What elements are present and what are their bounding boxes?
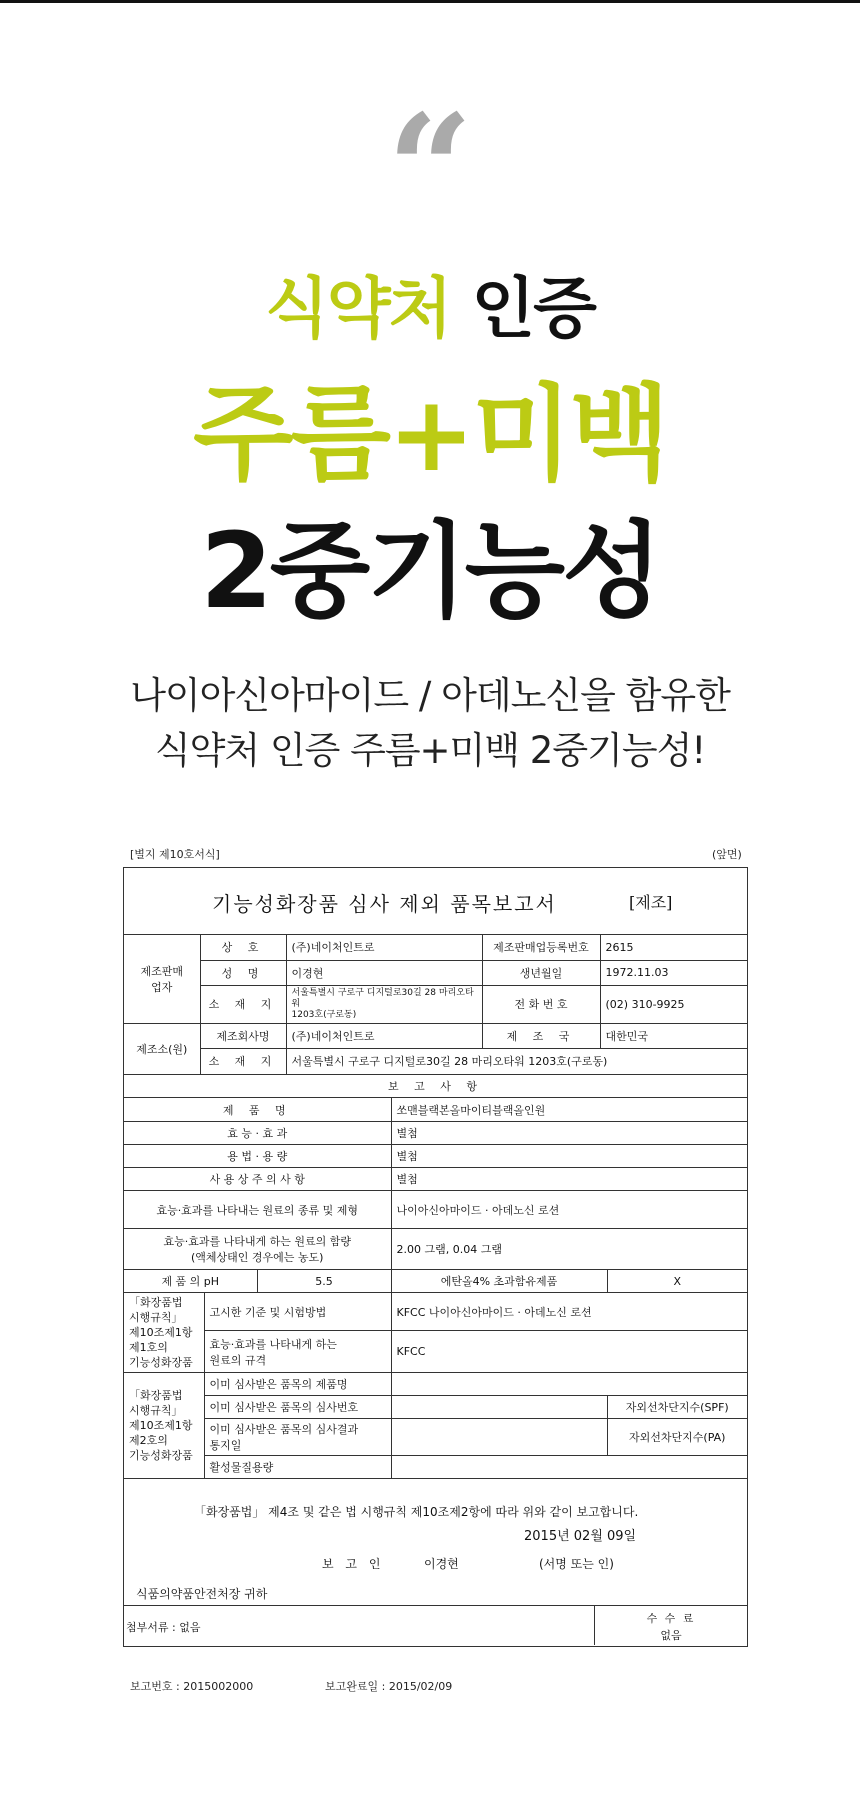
attachment-row bbox=[124, 1605, 747, 1646]
name-value: 이경현 bbox=[286, 960, 482, 985]
table-row bbox=[124, 985, 747, 1023]
table-row bbox=[124, 1023, 747, 1048]
table-row bbox=[124, 1456, 747, 1479]
ingredient-spec-value: KFCC bbox=[391, 1331, 747, 1373]
form-number: [별지 제10호서식] bbox=[130, 848, 220, 861]
table-row bbox=[124, 1229, 747, 1270]
ingredient-amount-value: 2.00 그램, 0.04 그램 bbox=[391, 1229, 747, 1270]
prev-name-value bbox=[391, 1373, 747, 1396]
addressee: 식품의약품안전처장 귀하 bbox=[136, 1587, 268, 1601]
prev-date-label: 이미 심사받은 품목의 심사결과 통지일 bbox=[204, 1419, 391, 1456]
table-row bbox=[124, 1191, 747, 1229]
table-row bbox=[124, 1270, 747, 1293]
ingredient-kind-label: 효능·효과를 나타내는 원료의 종류 및 제형 bbox=[124, 1191, 391, 1229]
birth-label: 생년월일 bbox=[482, 960, 600, 985]
prev-name-label: 이미 심사받은 품목의 제품명 bbox=[204, 1373, 391, 1396]
usage-label: 용 법 · 용 량 bbox=[124, 1145, 391, 1168]
headline-dual-function: 2중기능성 bbox=[200, 510, 660, 632]
maker-address-label: 소 재 지 bbox=[200, 1048, 286, 1074]
company-value: (주)네이처인트로 bbox=[286, 935, 482, 960]
notified-std-value: KFCC 나이아신아마이드 · 아데노신 로션 bbox=[391, 1293, 747, 1331]
reg-no-label: 제조판매업등록번호 bbox=[482, 935, 600, 960]
table-row bbox=[124, 1122, 747, 1145]
notified-std-label: 고시한 기준 및 시험방법 bbox=[204, 1293, 391, 1331]
prev-date-value bbox=[391, 1419, 607, 1456]
name-label: 성 명 bbox=[200, 960, 286, 985]
quote-mark: “ bbox=[386, 82, 474, 258]
headline-certification bbox=[0, 255, 860, 350]
form-side: (앞면) bbox=[712, 848, 742, 861]
ingredient-kind-value: 나이아신아마이드 · 아데노신 로션 bbox=[391, 1191, 747, 1229]
table-row bbox=[124, 935, 747, 960]
reg-no-value: 2615 bbox=[600, 935, 747, 960]
top-border bbox=[0, 0, 860, 3]
pa-label: 자외선차단지수(PA) bbox=[607, 1419, 747, 1456]
table-row bbox=[124, 1419, 747, 1456]
prev-no-value bbox=[391, 1396, 607, 1419]
company-label: 상 호 bbox=[200, 935, 286, 960]
effect-label: 효 능 · 효 과 bbox=[124, 1122, 391, 1145]
ph-value: 5.5 bbox=[257, 1270, 391, 1293]
maker-company-value: (주)네이처인트로 bbox=[286, 1023, 482, 1048]
form-title-box bbox=[124, 868, 747, 935]
table-row bbox=[124, 1168, 747, 1191]
table-row bbox=[124, 1331, 747, 1373]
group2-label: 「화장품법 시행규칙」 제10조제1항 제2호의 기능성화장품 bbox=[124, 1373, 204, 1479]
effect-value: 별첨 bbox=[391, 1122, 747, 1145]
address-value: 서울특별시 구로구 디지털로30길 28 마리오타워 1203호(구로동) bbox=[286, 985, 482, 1023]
subtitle-line-2: 식약처 인증 주름+미백 2중기능성! bbox=[154, 729, 706, 772]
address-label: 소 재 지 bbox=[200, 985, 286, 1023]
maker-group-label: 제조소(원) bbox=[124, 1023, 200, 1074]
form-kind: [제조] bbox=[629, 893, 673, 912]
declaration-date: 2015년 02월 09일 bbox=[524, 1529, 637, 1544]
attachments: 첨부서류 : 없음 bbox=[126, 1621, 201, 1634]
report-form bbox=[123, 867, 748, 1647]
phone-value: (02) 310-9925 bbox=[600, 985, 747, 1023]
usage-value: 별첨 bbox=[391, 1145, 747, 1168]
subtitle-line-1: 나이아신아마이드 / 아데노신을 함유한 bbox=[130, 674, 730, 717]
reporter-name: 이경현 bbox=[424, 1557, 459, 1571]
country-value: 대한민국 bbox=[600, 1023, 747, 1048]
caution-value: 별첨 bbox=[391, 1168, 747, 1191]
signature-hint: (서명 또는 인) bbox=[539, 1557, 614, 1571]
table-row bbox=[124, 1293, 747, 1331]
report-items-header: 보 고 사 항 bbox=[124, 1075, 747, 1098]
group1-label: 「화장품법 시행규칙」 제10조제1항 제1호의 기능성화장품 bbox=[124, 1293, 204, 1373]
country-label: 제 조 국 bbox=[482, 1023, 600, 1048]
table-row bbox=[124, 1048, 747, 1074]
table-row bbox=[124, 1373, 747, 1396]
birth-value: 1972.11.03 bbox=[600, 960, 747, 985]
table-row bbox=[124, 1145, 747, 1168]
fee-value: 없음 bbox=[660, 1629, 682, 1642]
declaration-text: 「화장품법」 제4조 및 같은 법 시행규칙 제10조제2항에 따라 위와 같이 보고합니다. bbox=[194, 1505, 639, 1519]
ethanol-label: 에탄올4% 초과함유제품 bbox=[391, 1270, 607, 1293]
report-items-table bbox=[124, 1074, 747, 1478]
spf-label: 자외선차단지수(SPF) bbox=[607, 1396, 747, 1419]
maker-address-value: 서울특별시 구로구 디지털로30길 28 마리오타워 1203호(구로동) bbox=[286, 1048, 747, 1074]
table-row bbox=[124, 1075, 747, 1098]
maker-company-label: 제조회사명 bbox=[200, 1023, 286, 1048]
report-number: 보고번호 : 2015002000 bbox=[130, 1680, 254, 1693]
headline-mfds: 식약처 bbox=[265, 270, 451, 347]
table-row bbox=[124, 960, 747, 985]
ph-label: 제 품 의 pH bbox=[124, 1270, 257, 1293]
report-complete-date: 보고완료일 : 2015/02/09 bbox=[325, 1680, 453, 1693]
form-title: 기능성화장품 심사 제외 품목보고서 bbox=[212, 892, 557, 916]
seller-table bbox=[124, 935, 747, 1074]
headline-wrinkle-whitening: 주름+미백 bbox=[193, 373, 667, 495]
reporter-label: 보 고 인 bbox=[322, 1557, 385, 1571]
fee-box bbox=[594, 1606, 747, 1645]
headline-cert-word: 인증 bbox=[450, 270, 595, 347]
ingredient-amount-label: 효능·효과를 나타내게 하는 원료의 함량 (액체상태인 경우에는 농도) bbox=[124, 1229, 391, 1270]
declaration bbox=[124, 1478, 747, 1605]
seller-group-label: 제조판매 업자 bbox=[124, 935, 200, 1023]
product-name-label: 제 품 명 bbox=[124, 1098, 391, 1122]
prev-no-label: 이미 심사받은 품목의 심사번호 bbox=[204, 1396, 391, 1419]
caution-label: 사 용 상 주 의 사 항 bbox=[124, 1168, 391, 1191]
ethanol-value: X bbox=[607, 1270, 747, 1293]
table-row bbox=[124, 1098, 747, 1122]
active-amount-label: 활성물질용량 bbox=[204, 1456, 391, 1479]
product-name-value: 쏘맨블랙본올마이티블랙올인원 bbox=[391, 1098, 747, 1122]
phone-label: 전 화 번 호 bbox=[482, 985, 600, 1023]
ingredient-spec-label: 효능·효과를 나타내게 하는 원료의 규격 bbox=[204, 1331, 391, 1373]
active-amount-value bbox=[391, 1456, 747, 1479]
table-row bbox=[124, 1396, 747, 1419]
fee-label: 수 수 료 bbox=[646, 1612, 696, 1625]
